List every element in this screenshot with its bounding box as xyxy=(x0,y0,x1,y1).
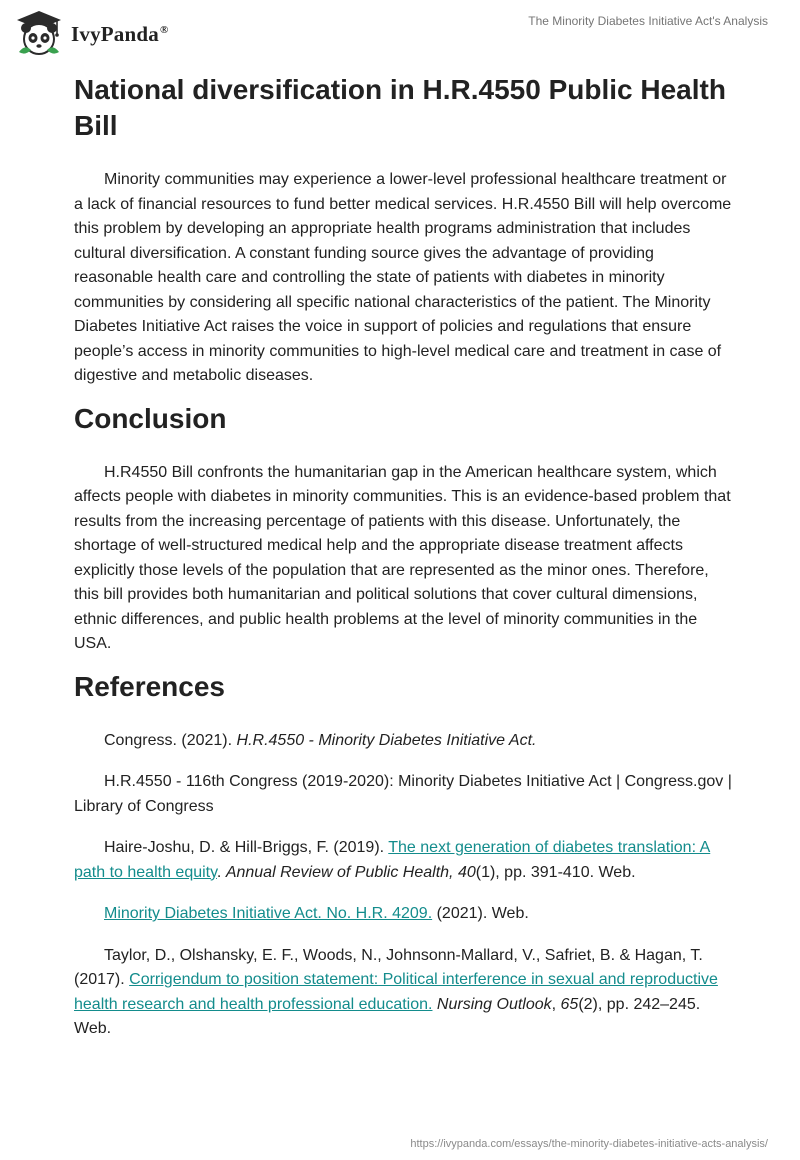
national-diversification-paragraph: Minority communities may experience a lower-level professional healthcare treatment or a lack of financial resources to fund better medical services. H.R.4550 Bill will help overcome this problem by developing an appropriate health programs administration that includes cultural diversification. A constant funding source gives the advantage of providing reasonable health care and controlling the state of patients with diabetes in minority communities by considering all specific national characteristics of the patient. The Minority Diabetes Initiative Act raises the voice in support of policies and regulations that ensure people’s access in minority communities to high-level medical care and treatment in case of digestive and metabolic diseases. xyxy=(74,171,732,384)
reference-item: Congress. (2021). H.R.4550 - Minority Diabetes Initiative Act. xyxy=(104,731,537,749)
reference-link[interactable]: Corrigendum to position statement: Political interference in sexual and reproductive health research and health professional education. xyxy=(74,971,718,1013)
brand-logo[interactable] xyxy=(13,8,213,60)
brand-name: IvyPanda® xyxy=(71,21,169,46)
document-title: The Minority Diabetes Initiative Act's Analysis xyxy=(528,14,768,28)
reference-link[interactable]: Minority Diabetes Initiative Act. No. H.R. 4209. xyxy=(104,905,433,922)
source-url: https://ivypanda.com/essays/the-minority-diabetes-initiative-acts-analysis/ xyxy=(410,1138,768,1150)
reference-item: Haire-Joshu, D. & Hill-Briggs, F. (2019). The next generation of diabetes translation: A path to health equity. Annual Review of Public Health, 40(1), pp. 391-410. Web. xyxy=(74,839,711,881)
conclusion-heading: Conclusion xyxy=(74,402,227,434)
reference-item: Taylor, D., Olshansky, E. F., Woods, N., Johnsonn-Mallard, V., Safriet, B. & Hagan, T. (2017). Corrigendum to position statement: Political interference in sexual and reproductive health research and health professional education. Nursing Outlook, 65(2), pp. 242–245. Web. xyxy=(74,946,718,1037)
page-header xyxy=(0,0,800,70)
reference-item: Minority Diabetes Initiative Act. No. H.R. 4209. (2021). Web. xyxy=(104,905,529,922)
conclusion-paragraph: H.R4550 Bill confronts the humanitarian gap in the American healthcare system, which affects people with diabetes in minority communities. This is an evidence-based problem that results from the increasing percentage of patients with this disease. Unfortunately, the shortage of well-structured medical help and the appropriate disease treatment affects explicitly those levels of the population that are represented as the minor ones. Therefore, this bill provides both humanitarian and political solutions that cover cultural dimensions, ethnic differences, and public health problems at the level of minority communities in the USA. xyxy=(74,463,731,652)
references-heading: References xyxy=(74,670,225,702)
national-diversification-heading: National diversification in H.R.4550 Public Health Bill xyxy=(74,74,726,141)
panda-graduate-icon xyxy=(13,8,65,60)
reference-link[interactable]: The next generation of diabetes translation: A path to health equity xyxy=(74,839,711,881)
reference-item: H.R.4550 - 116th Congress (2019-2020): Minority Diabetes Initiative Act | Congress.gov | Library of Congress xyxy=(74,773,732,815)
essay-content xyxy=(74,72,734,1059)
